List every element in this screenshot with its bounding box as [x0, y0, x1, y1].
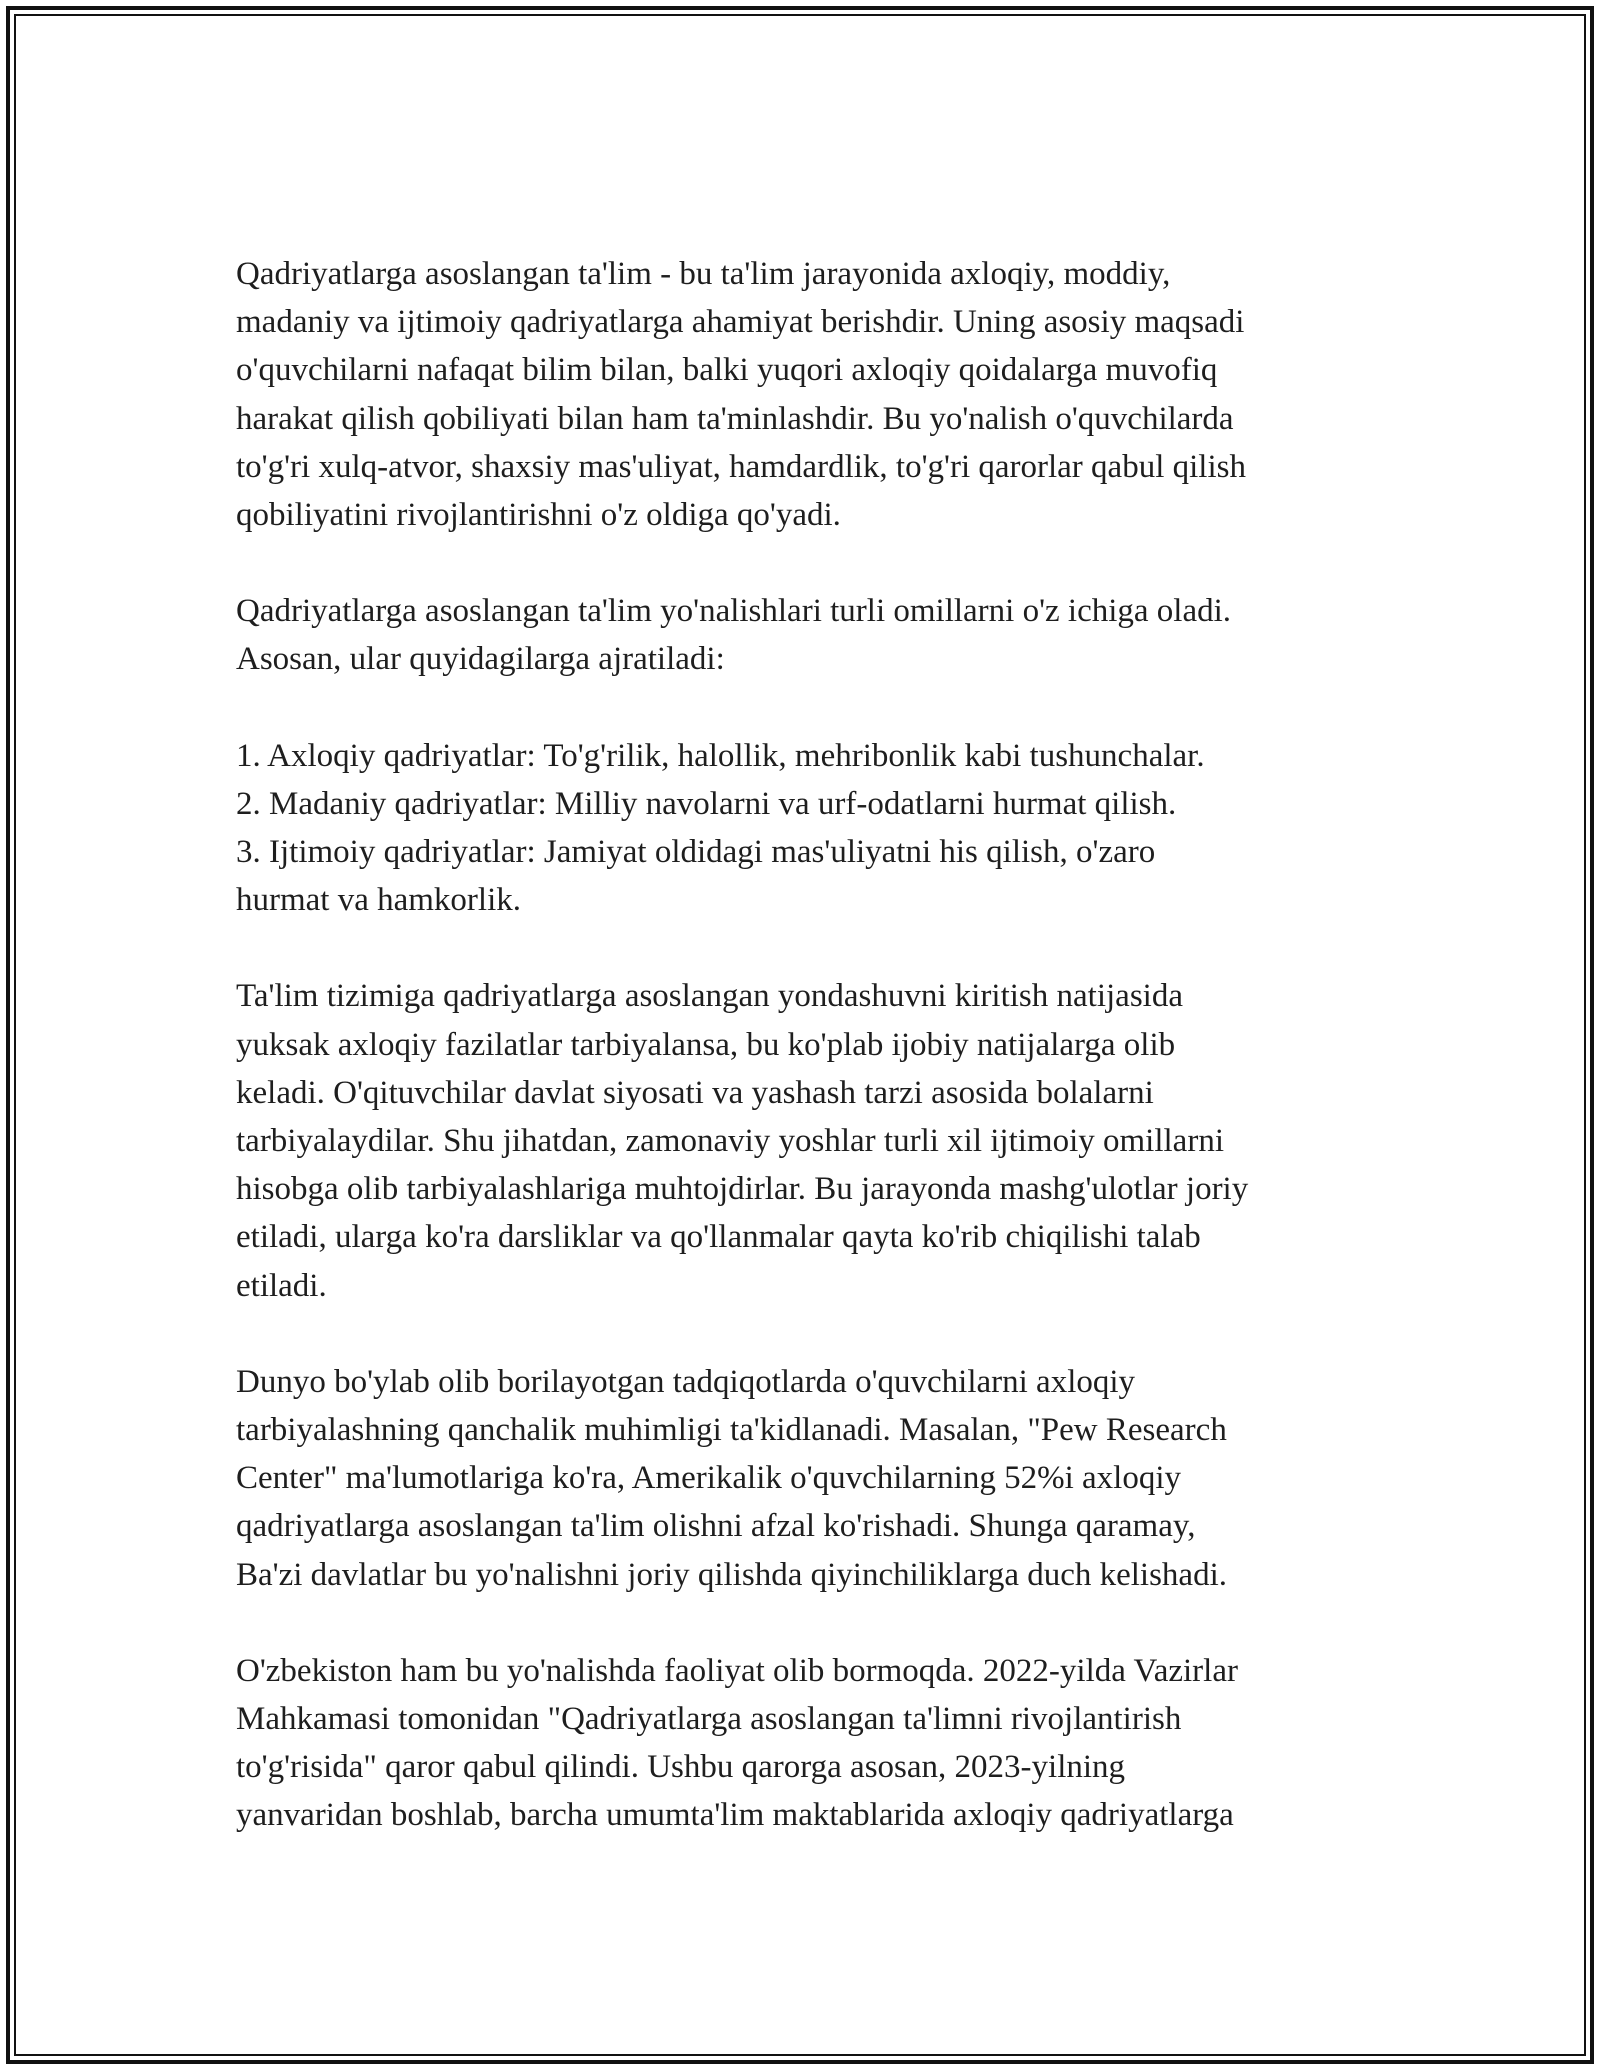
list-item: 2. Madaniy qadriyatlar: Milliy navolarni va urf-odatlarni hurmat qilish.: [236, 785, 1177, 822]
paragraph-uzbekistan: O'zbekiston ham bu yo'nalishda faoliyat olib bormoqda. 2022-yilda Vazirlar Mahkamasi tomonidan "Qadriyatlarga asoslangan ta'limni rivojlantirish to'g'risida" qaror qabul qilindi. Ushbu qarorga asosan, 2023-yilning yanvaridan boshlab, barcha umumta'lim maktablarida axloqiy qadriyatlarga: [236, 1652, 1238, 1834]
list-item: 1. Axloqiy qadriyatlar: To'g'rilik, halollik, mehribonlik kabi tushunchalar.: [236, 737, 1205, 774]
document-body: [236, 250, 1366, 1888]
list-item: 3. Ijtimoiy qadriyatlar: Jamiyat oldidagi mas'uliyatni his qilish, o'zaro hurmat va hamkorlik.: [236, 834, 1156, 919]
paragraph-world-research: Dunyo bo'ylab olib borilayotgan tadqiqotlarda o'quvchilarni axloqiy tarbiyalashning qanchalik muhimligi ta'kidlanadi. Masalan, "Pew Research Center" ma'lumotlariga ko'ra, Amerikalik o'quvchilarning 52%i axloqiy qadriyatlarga asoslangan ta'lim olishni afzal ko'rishadi. Shunga qaramay, Ba'zi davlatlar bu yo'nalishni joriy qilishda qiyinchiliklarga duch kelishadi.: [236, 1363, 1227, 1593]
paragraph-directions: Qadriyatlarga asoslangan ta'lim yo'nalishlari turli omillarni o'z ichiga oladi. Asosan, ular quyidagilarga ajratiladi:: [236, 593, 1232, 678]
paragraph-intro: Qadriyatlarga asoslangan ta'lim - bu ta'lim jarayonida axloqiy, moddiy, madaniy va ijtimoiy qadriyatlarga ahamiyat berishdir. Uning asosiy maqsadi o'quvchilarni nafaqat bilim bilan, balki yuqori axloqiy qoidalarga muvofiq harakat qilish qobiliyati bilan ham ta'minlashdir. Bu yo'nalish o'quvchilarda to'g'ri xulq-atvor, shaxsiy mas'uliyat, hamdardlik, to'g'ri qarorlar qabul qilish qobiliyatini rivojlantirishni o'z oldiga qo'yadi.: [236, 256, 1246, 534]
values-list: [236, 732, 1366, 925]
paragraph-education-system: Ta'lim tizimiga qadriyatlarga asoslangan yondashuvni kiritish natijasida yuksak axloqiy fazilatlar tarbiyalansa, bu ko'plab ijobiy natijalarga olib keladi. O'qituvchilar davlat siyosati va yashash tarzi asosida bolalarni tarbiyalaydilar. Shu jihatdan, zamonaviy yoshlar turli xil ijtimoiy omillarni hisobga olib tarbiyalashlariga muhtojdirlar. Bu jarayonda mashg'ulotlar joriy etiladi, ularga ko'ra darsliklar va qo'llanmalar qayta ko'rib chiqilishi talab etiladi.: [236, 978, 1249, 1304]
